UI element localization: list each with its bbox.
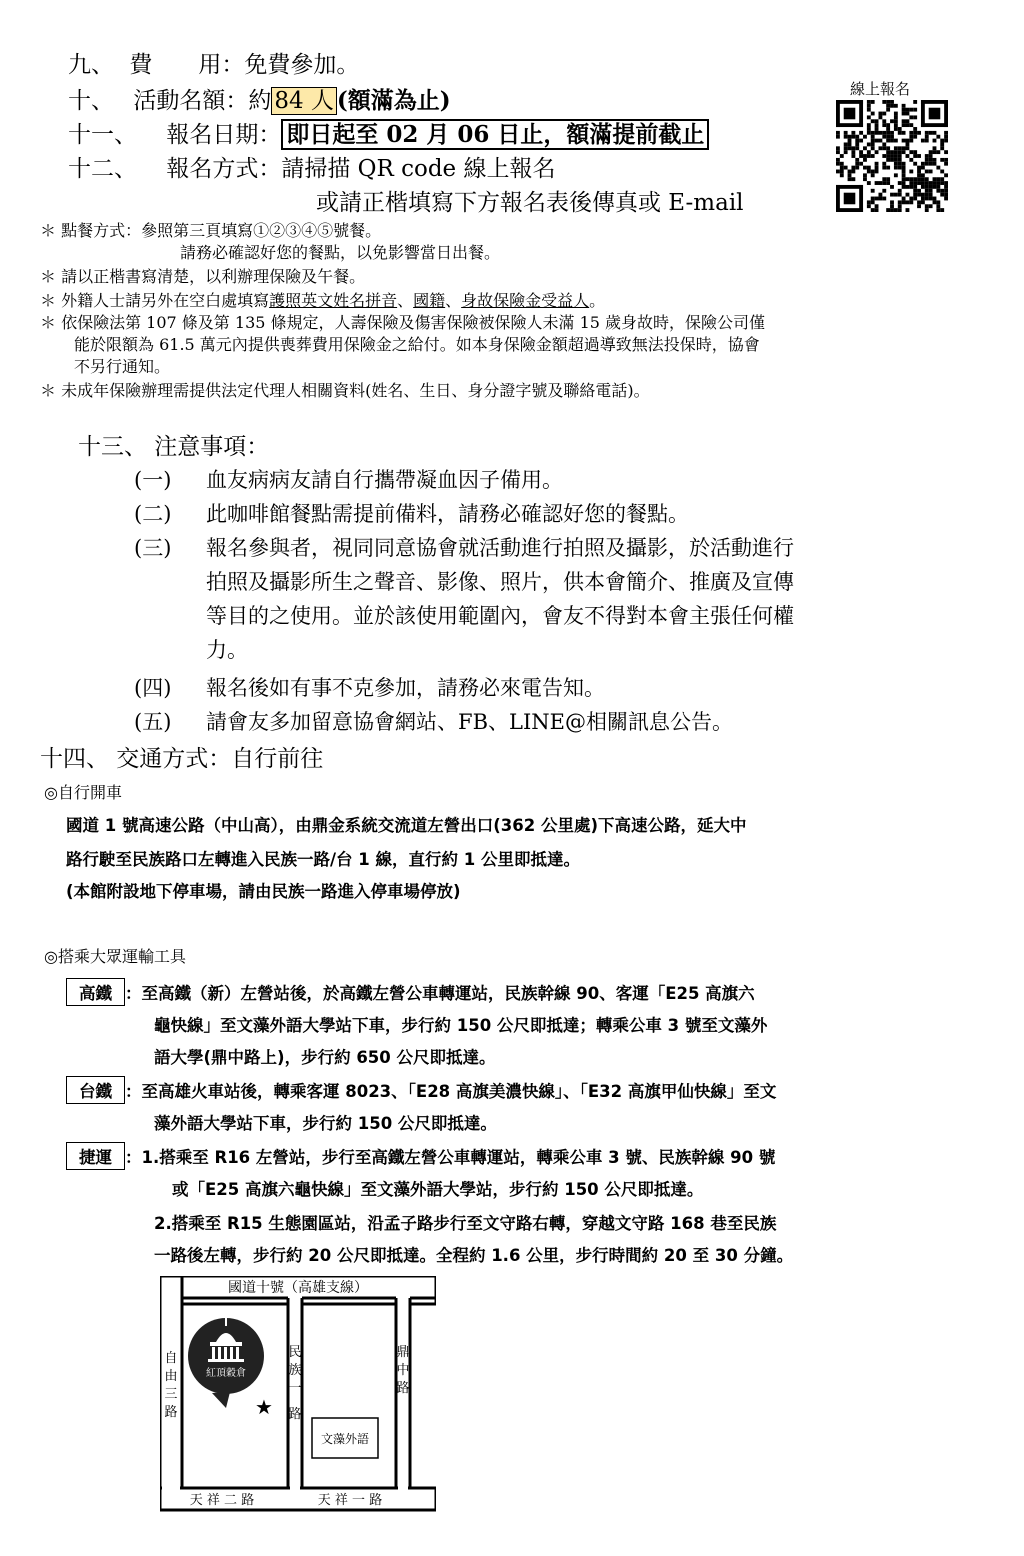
- transit-heading: ◎搭乘大眾運輸工具: [44, 947, 186, 966]
- school-label: 文藻外語: [320, 1432, 370, 1446]
- drive-line-1: 國道 1 號高速公路（中山高），由鼎金系統交流道左營出口(362 公里處)下高速公路，延大中: [66, 816, 747, 835]
- map-right-road-3: 路: [396, 1381, 410, 1396]
- landmark-name: 紅頂穀倉: [206, 1368, 246, 1379]
- sep: 、: [445, 291, 462, 310]
- quota-highlight: 84 人: [271, 87, 337, 115]
- section-12-number: 十二、: [68, 156, 137, 182]
- section-12: [68, 150, 555, 183]
- notice-item-number: (一): [134, 468, 172, 492]
- notice-item-text: 此咖啡館餐點需提前備料，請務必確認好您的餐點。: [206, 502, 689, 526]
- tra-label: 台鐵: [66, 1076, 125, 1104]
- beneficiary-text: 身故保險金受益人: [461, 291, 590, 310]
- note-foreigners-text: ＊ 外籍人士請另外在空白處填寫: [40, 291, 270, 310]
- map-left-road-1: 自: [164, 1351, 178, 1366]
- nationality-text: 國籍: [413, 291, 446, 310]
- destination-star-icon: ★: [255, 1395, 273, 1419]
- map-left-road-4: 路: [164, 1405, 178, 1420]
- mrt-line-3: 2.搭乘至 R15 生態園區站，沿孟子路步行至文守路右轉，穿越文守路 168 巷至民族: [154, 1214, 777, 1233]
- note-meal: ＊ 點餐方式：參照第三頁填寫①②③④⑤號餐。: [40, 221, 382, 240]
- notice-item-number: (四): [134, 676, 172, 700]
- section-12-value: 請掃描 QR code 線上報名: [281, 156, 556, 182]
- hsr-block: [66, 978, 755, 1006]
- tra-line-1: ：至高雄火車站後，轉乘客運 8023、「E28 高旗美濃快線」、「E32 高旗甲仙快線」至文: [125, 1082, 777, 1101]
- hsr-line-2: 龜快線」至文藻外語大學站下車，步行約 150 公尺即抵達；轉乘公車 3 號至文藻外: [154, 1016, 768, 1035]
- section-11-label: 報名日期：: [166, 122, 282, 148]
- section-13-title: 十三、 注意事項：: [78, 434, 270, 460]
- section-12-value-line2: 或請正楷填寫下方報名表後傳真或 E-mail: [316, 190, 744, 216]
- note-handwriting: ＊ 請以正楷書寫清楚，以利辦理保險及午餐。: [40, 267, 366, 286]
- notice-item-number: (五): [134, 710, 172, 734]
- note-foreigners: [40, 288, 605, 311]
- section-9-number: 九、: [68, 52, 114, 78]
- map-bottom-left-road: 天 祥 二 路: [189, 1493, 255, 1508]
- mrt-line-4: 一路後左轉，步行約 20 公尺即抵達。全程約 1.6 公里，步行時間約 20 至 30 分鐘。: [154, 1246, 794, 1265]
- map-left-road-2: 由: [164, 1369, 178, 1384]
- map-left-road-3: 三: [164, 1387, 178, 1402]
- section-9-label: 費 用：: [129, 52, 245, 78]
- section-9: [68, 46, 359, 79]
- qr-caption: 線上報名: [850, 80, 911, 98]
- section-10-number: 十、: [68, 88, 114, 114]
- landmark-logo-icon: [188, 1316, 264, 1408]
- section-11-number: 十一、: [68, 122, 137, 148]
- section-9-value: 免費參加。: [244, 52, 360, 78]
- section-14-title: 十四、 交通方式：自行前往: [40, 746, 324, 772]
- note-meal-2: 請務必確認好您的餐點，以免影響當日出餐。: [180, 243, 501, 262]
- map-mid-road-1: 民: [288, 1345, 302, 1360]
- map-top-road: 國道十號（高雄支線）: [228, 1280, 368, 1296]
- drive-line-3: (本館附設地下停車場，請由民族一路進入停車場停放): [66, 882, 461, 901]
- notice-item-number: (三): [134, 536, 172, 560]
- section-10-tail: (額滿為止): [336, 87, 451, 114]
- location-map: [160, 1276, 436, 1524]
- notice-item-text: 等目的之使用。並於該使用範圍內，會友不得對本會主張任何權: [206, 604, 794, 628]
- notice-item-text: 報名後如有事不克參加，請務必來電告知。: [206, 676, 605, 700]
- qr-code-icon[interactable]: [836, 100, 948, 212]
- mrt-line-1: ：1.搭乘至 R16 左營站，步行至高鐵左營公車轉運站，轉乘公車 3 號、民族幹線 90 號: [125, 1148, 776, 1167]
- note-insurance-1: ＊ 依保險法第 107 條及第 135 條規定，人壽保險及傷害保險被保險人未滿 15 歲身故時，保險公司僅: [40, 313, 766, 332]
- period: 。: [589, 291, 606, 310]
- tra-block: [66, 1076, 776, 1104]
- map-right-road-2: 中: [396, 1363, 410, 1378]
- notice-item-text: 請會友多加留意協會網站、FB、LINE@相關訊息公告。: [206, 710, 733, 734]
- section-10-label: 活動名額：約: [133, 88, 272, 114]
- notice-item-text: 拍照及攝影所生之聲音、影像、照片，供本會簡介、推廣及宣傳: [206, 570, 794, 594]
- drive-heading: ◎自行開車: [44, 783, 122, 802]
- mrt-block: [66, 1142, 775, 1170]
- passport-name-text: 護照英文姓名拼音: [269, 291, 398, 310]
- section-12-label: 報名方式：: [166, 156, 282, 182]
- mrt-line-2: 或「E25 高旗六龜快線」至文藻外語大學站，步行約 150 公尺即抵達。: [172, 1180, 704, 1199]
- map-mid-road-4: 路: [288, 1407, 302, 1422]
- map-mid-road-3: 一: [288, 1381, 302, 1396]
- notice-item-text: 血友病病友請自行攜帶凝血因子備用。: [206, 468, 563, 492]
- section-10: [68, 82, 451, 115]
- section-11: [68, 116, 709, 149]
- note-minor: ＊ 未成年保險辦理需提供法定代理人相關資料(姓名、生日、身分證字號及聯絡電話)。: [40, 381, 650, 400]
- hsr-line-1: ：至高鐵（新）左營站後，於高鐵左營公車轉運站，民族幹線 90、客運「E25 高旗六: [125, 984, 755, 1003]
- note-insurance-3: 不另行通知。: [74, 357, 171, 376]
- map-right-road-1: 鼎: [396, 1345, 410, 1360]
- map-mid-road-2: 族: [288, 1363, 302, 1378]
- map-bottom-right-road: 天 祥 一 路: [317, 1493, 383, 1508]
- note-insurance-2: 能於限額為 61.5 萬元內提供喪葬費用保險金之給付。如本身保險金額超過導致無法投保時，協會: [74, 335, 760, 354]
- notice-item-text: 報名參與者，視同同意協會就活動進行拍照及攝影，於活動進行: [206, 536, 794, 560]
- hsr-line-3: 語大學(鼎中路上)，步行約 650 公尺即抵達。: [154, 1048, 496, 1067]
- tra-line-2: 藻外語大學站下車，步行約 150 公尺即抵達。: [154, 1114, 497, 1133]
- notice-item-text: 力。: [206, 638, 248, 662]
- hsr-label: 高鐵: [66, 978, 125, 1006]
- sep: 、: [397, 291, 414, 310]
- notice-item-number: (二): [134, 502, 172, 526]
- mrt-label: 捷運: [66, 1142, 125, 1170]
- drive-line-2: 路行駛至民族路口左轉進入民族一路/台 1 線，直行約 1 公里即抵達。: [66, 850, 580, 869]
- registration-date-box: 即日起至 02 月 06 日止，額滿提前截止: [281, 119, 709, 150]
